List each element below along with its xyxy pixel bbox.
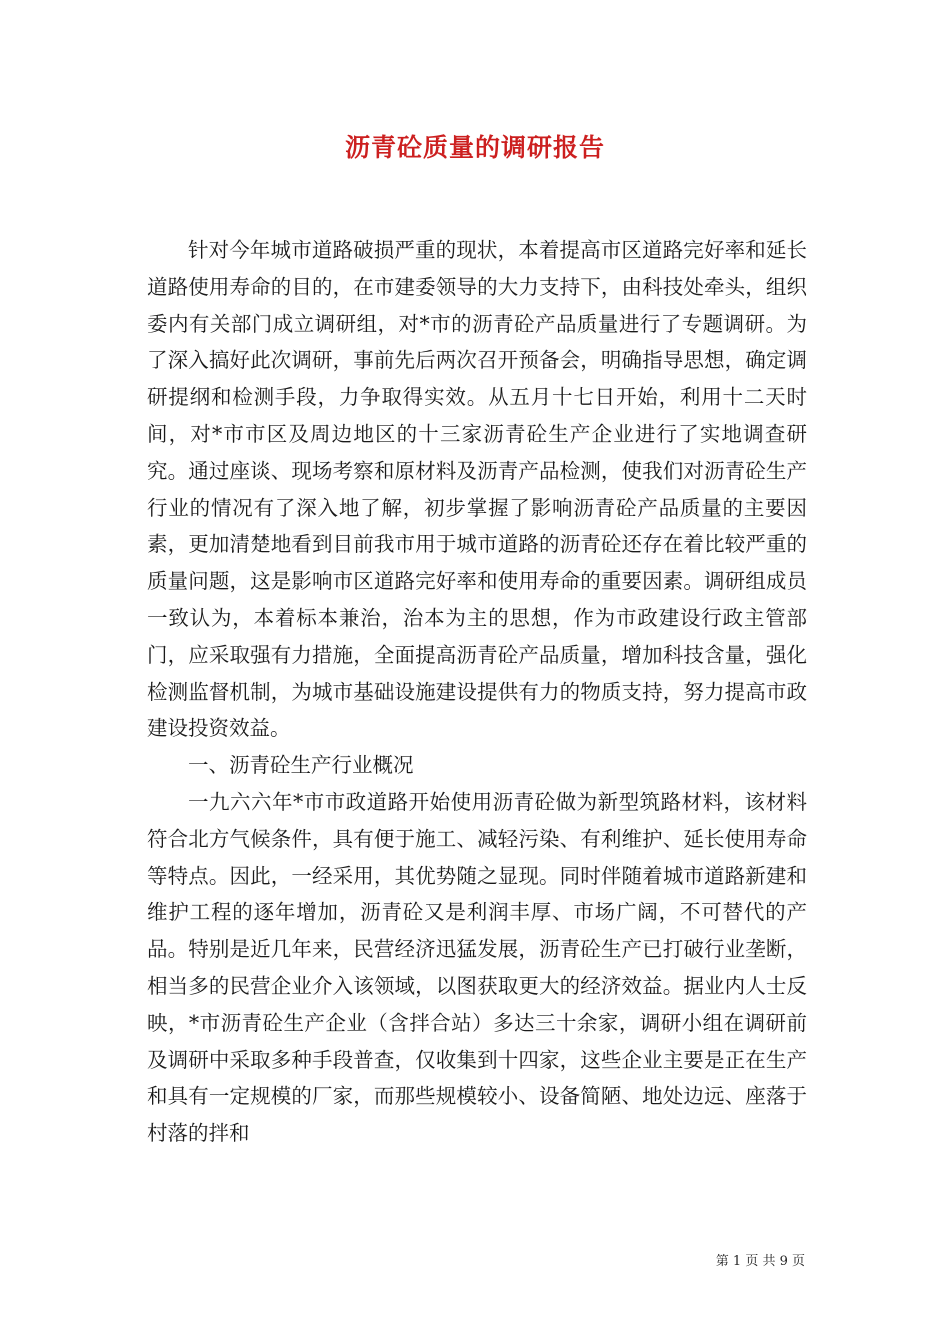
paragraph-overview: 一九六六年*市市政道路开始使用沥青砼做为新型筑路材料，该材料符合北方气候条件，具有便于施工、减轻污染、有利维护、延长使用寿命等特点。因此，一经采用，其优势随之显现。同时伴随着城市道路新建和维护工程的逐年增加，沥青砼又是利润丰厚、市场广阔，不可替代的产品。特别是近几年来，民营经济迅猛发展，沥青砼生产已打破行业垄断，相当多的民营企业介入该领域，以图获取更大的经济效益。据业内人士反映，*市沥青砼生产企业（含拌合站）多达三十余家，调研小组在调研前及调研中采取多种手段普查，仅收集到十四家，这些企业主要是正在生产和具有一定规模的厂家，而那些规模较小、设备简陋、地处边远、座落于村落的拌和 [147,789,807,1146]
page-number: 第 1 页 共 9 页 [715,1254,805,1269]
paragraph-intro: 针对今年城市道路破损严重的现状，本着提高市区道路完好率和延长道路使用寿命的目的，在市建委领导的大力支持下，由科技处牵头，组织委内有关部门成立调研组，对*市的沥青砼产品质量进行了专题调研。为了深入搞好此次调研，事前先后两次召开预备会，明确指导思想，确定调研提纲和检测手段，力争取得实效。从五月十七日开始，利用十二天时间，对*市市区及周边地区的十三家沥青砼生产企业进行了实地调查研究。通过座谈、现场考察和原材料及沥青产品检测，使我们对沥青砼生产行业的情况有了深入地了解，初步掌握了影响沥青砼产品质量的主要因素，更加清楚地看到目前我市用于城市道路的沥青砼还存在着比较严重的质量问题，这是影响市区道路完好率和使用寿命的重要因素。调研组成员一致认为，本着标本兼治，治本为主的思想，作为市政建设行政主管部门，应采取强有力措施，全面提高沥青砼产品质量，增加科技含量，强化检测监督机制，为城市基础设施建设提供有力的物质支持，努力提高市政建设投资效益。 [147,238,807,741]
document-body [147,232,807,1152]
document-title: 沥青砼质量的调研报告 [344,133,605,162]
section-heading: 一、沥青砼生产行业概况 [188,753,414,778]
